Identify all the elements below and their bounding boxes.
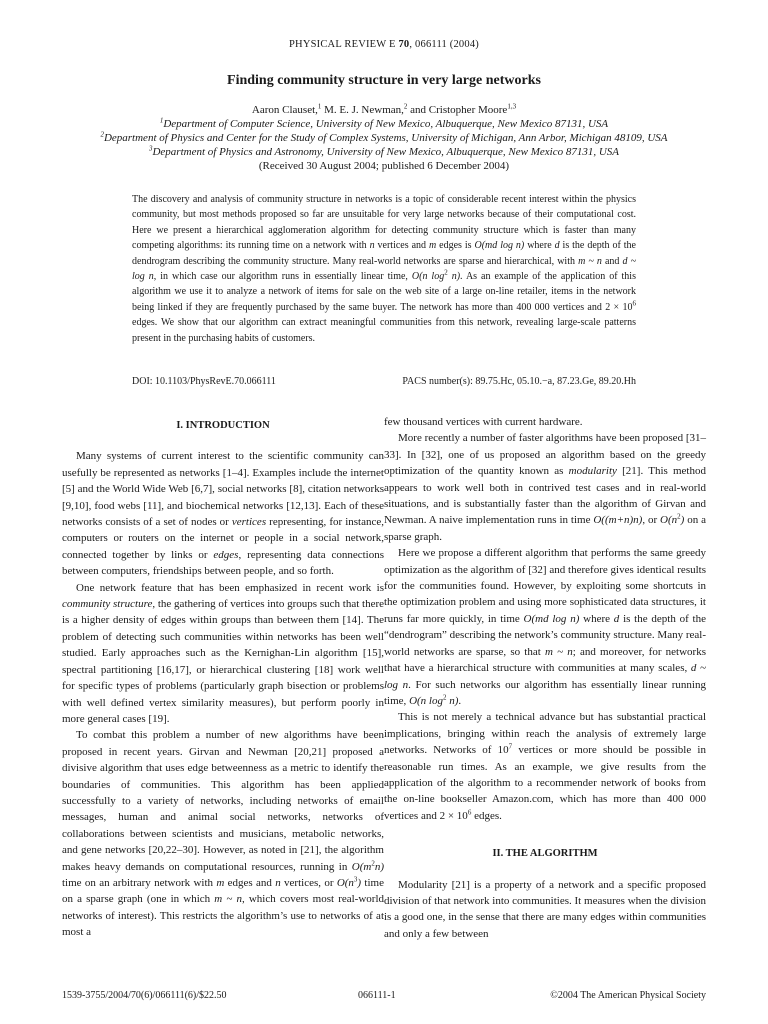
received-date: (Received 30 August 2004; published 6 December 2004)	[258, 160, 510, 172]
math-expr: O(m	[351, 860, 372, 873]
affiliation	[0, 145, 768, 159]
emphasis: community structure	[62, 598, 153, 611]
math-expr: m ~ n	[214, 893, 242, 906]
math-sup: 2	[677, 512, 681, 521]
body-text: This is not merely a technical advance but has substantial practical implications, bringing within reach the analysis of extremely large networks. Networks of 10	[384, 711, 706, 757]
math-expr: m ~ n	[544, 645, 573, 658]
body-text: ; and moreover, for networks that have a hierarchical structure with communities at many scales,	[384, 645, 706, 675]
abstract-text: vertices and	[374, 240, 429, 252]
article-number: , 066111 (2004)	[409, 39, 479, 50]
math-sup: 6	[467, 808, 472, 817]
emphasis: edges	[213, 548, 239, 561]
math-sup: 2	[442, 693, 447, 702]
paragraph	[62, 448, 384, 579]
affiliation-sup: 3	[148, 144, 153, 153]
math-sup: 7	[508, 742, 513, 751]
body-text: vertices, or	[280, 876, 337, 889]
body-text: [21]. This method appears to work well both in contrived test cases and in real-world situations, and is substantially faster than the algorithm of Girvan and Newman. A naive implementation runs in time	[384, 465, 706, 527]
author-sup: 2	[403, 102, 408, 111]
author-list	[0, 103, 768, 117]
body-text: edges.	[471, 809, 502, 822]
author-sup: 1,3	[507, 102, 517, 111]
body-text: vertices or more should be possible in reasonable run times. As an example, we give results from the application of the algorithm to a recommender network of books from the on-line bookseller Amazon.com, which has more than 400 000 vertices and	[384, 744, 706, 822]
math-expr: O(n	[660, 514, 678, 527]
abstract-text: where	[524, 240, 555, 252]
math-expr: O(n log	[409, 694, 443, 707]
journal-volume: 70	[398, 39, 410, 50]
left-column	[62, 414, 384, 941]
paragraph	[384, 545, 706, 709]
affiliation-text: Department of Physics and Astronomy, University of New Mexico, Albuquerque, New Mexico 87131, USA	[152, 146, 619, 158]
abstract-text: The discovery and analysis of community structure in networks is a topic of considerable recent interest within the physics community, but most methods proposed so far are unsuitable for very large networks because of their computational cost. Here we present a hierarchical agglomeration algorithm for detecting community structure which is faster than many competing algorithms: its running time on a network with	[132, 194, 636, 252]
math-expr: n)	[374, 860, 384, 873]
paragraph	[62, 580, 384, 728]
body-text: . For such networks our algorithm has essentially linear running time,	[384, 678, 706, 707]
math-var: d	[554, 240, 560, 252]
body-text: , representing data connections between computers, friendships between people, and so forth.	[62, 548, 384, 578]
body-text: , which covers most real-world networks of interest). This restricts the algorithm’s use to networks of at most a	[62, 893, 385, 939]
math-var: n	[369, 240, 375, 252]
body-text: Here we propose a different algorithm that performs the same greedy optimization as the algorithm of [32] and therefore gives identical results for the communities found. However, by exploiting some shortcuts in the optimization problem and using more sophisticated data structures, it runs far more quickly, in time	[384, 547, 706, 625]
author-block	[0, 103, 768, 173]
footer-page-number: 066111-1	[358, 990, 396, 1001]
math-expr: O(md log n)	[523, 612, 580, 625]
section-heading-introduction: I. INTRODUCTION	[176, 420, 270, 431]
abstract-text: edges. We show that our algorithm can extract meaningful communities from this network, revealing large-scale patterns present in the purchasing habits of customers.	[132, 317, 636, 344]
author-name: and Cristopher Moore	[407, 104, 508, 116]
math-expr: d ~ log n	[384, 662, 706, 691]
math-expr: d ~ log n	[132, 255, 636, 283]
paper-title: Finding community structure in very large networks	[227, 73, 541, 88]
body-text: time on an arbitrary network with	[62, 876, 217, 889]
pacs-numbers: PACS number(s): 89.75.Hc, 05.10.−a, 87.23.Ge, 89.20.Hh	[402, 376, 636, 387]
math-var: m	[216, 876, 225, 889]
abstract-text: and	[601, 255, 623, 267]
math-expr: 2 × 10	[605, 301, 633, 313]
journal-header	[0, 39, 768, 50]
math-expr: O((m+n)n)	[593, 514, 643, 527]
emphasis: modularity	[568, 465, 617, 478]
emphasis: vertices	[231, 516, 267, 529]
footer-copyright: ©2004 The American Physical Society	[550, 990, 706, 1001]
math-sup: 6	[632, 299, 637, 308]
math-var: n	[275, 876, 281, 889]
math-expr: )	[357, 876, 362, 889]
paragraph	[384, 430, 706, 545]
paragraph	[62, 727, 384, 940]
math-expr: n)	[447, 271, 461, 283]
math-var: d	[613, 612, 620, 625]
math-expr: O(n log	[411, 271, 445, 283]
paragraph: few thousand vertices with current hardware.	[384, 416, 583, 428]
affiliation	[0, 117, 768, 131]
body-text: time on a sparse graph (one in which	[62, 876, 384, 906]
body-text: , the gathering of vertices into groups such that there is a higher density of edges within groups than between them [14]. The problem of detecting such communities within networks has been well studied. Early approaches such as the Kernighan-Lin algorithm [15], spectral partitioning [16,17], or hierarchical clustering [18] work well for specific types of problems (particularly graph bisection or problems with well defined vertex similarity measures), but perform poorly in more general cases [19].	[62, 598, 384, 725]
body-text: Many systems of current interest to the scientific community can usefully be represented as networks [1–4]. Examples include the internet [5] and the World Wide Web [6,7], social networks [8], citation networks [9,10], food webs [11], and biochemical networks [12,13]. Each of these networks consists of a set of nodes or	[62, 450, 384, 529]
abstract-text: , in which case our algorithm runs in essentially linear time,	[153, 271, 412, 283]
body-text: is the depth of the “dendrogram” describing the network’s community structure. Many real-world networks are sparse, so that	[384, 612, 706, 658]
paragraph	[384, 709, 706, 824]
abstract-text: . As an example of the application of this algorithm we use it to analyze a network of items for sale on the web site of a large on-line retailer, items in the network being linked if they are frequently purchased by the same buyer. The network has more than 400 000 vertices and	[132, 271, 636, 313]
affiliation-text: Department of Computer Science, University of New Mexico, Albuquerque, New Mexico 87131, USA	[163, 118, 609, 130]
math-expr: )	[680, 514, 685, 527]
body-text: More recently a number of faster algorithms have been proposed [31–33]. In [32], one of us proposed an algorithm based on the greedy optimization of the quantity known as	[384, 432, 706, 478]
journal-name: PHYSICAL REVIEW E	[289, 39, 396, 50]
body-text: representing, for instance, computers or routers on the internet or people in a social network, connected together by links or	[62, 516, 385, 561]
math-sup: 2	[444, 268, 448, 277]
affiliation-sup: 2	[100, 130, 104, 139]
body-text: edges and	[224, 876, 276, 889]
author-name: M. E. J. Newman,	[321, 104, 404, 116]
footer-issn: 1539-3755/2004/70(6)/066111(6)/$22.50	[62, 990, 227, 1001]
doi[interactable]: DOI: 10.1103/PhysRevE.70.066111	[132, 376, 276, 387]
math-var: m	[428, 240, 437, 252]
body-text: on a sparse graph.	[384, 514, 706, 543]
paragraph: Modularity [21] is a property of a network and a specific proposed division of that network into communities. It measures when the division is a good one, in the sense that there are many edges within communities and only a few between	[384, 878, 706, 940]
abstract-text: edges is	[436, 240, 475, 252]
body-text: , or	[642, 514, 661, 527]
right-column	[384, 414, 706, 942]
math-expr: 2 × 10	[439, 809, 468, 822]
affiliation-text: Department of Physics and Center for the Study of Complex Systems, University of Michigan, Ann Arbor, Michigan 48109, USA	[103, 132, 668, 144]
math-expr: O(md log n)	[474, 240, 525, 252]
affiliation	[0, 131, 768, 145]
math-expr: m ~ n	[578, 255, 602, 267]
affiliation-sup: 1	[159, 116, 164, 125]
math-expr: O(n	[336, 876, 354, 889]
abstract-text: is the depth of the dendrogram describing the community structure. Many real-world networks are sparse and hierarchical, with	[132, 240, 636, 267]
author-name: Aaron Clauset,	[251, 104, 318, 116]
body-text: .	[458, 694, 462, 707]
math-sup: 2	[371, 858, 375, 867]
body-text: One network feature that has been emphasized in recent work is	[76, 581, 384, 594]
math-expr: n)	[446, 694, 459, 707]
section-heading-algorithm: II. THE ALGORITHM	[492, 848, 598, 860]
body-text: To combat this problem a number of new algorithms have been proposed in recent years. Girvan and Newman [20,21] proposed a divisive algorithm that uses edge betweenness as a metric to identify the boundaries of communities. This algorithm has been applied successfully to a variety of networks, including networks of email messages, human and animal social networks, networks of collaborations between scientists and musicians, metabolic networks, and gene networks [20,22–30]. However, as noted in [21], the algorithm makes heavy demands on computational resources, running in	[62, 729, 384, 873]
math-sup: 3	[353, 875, 358, 884]
body-text: where	[579, 612, 614, 625]
abstract	[132, 192, 636, 346]
author-sup: 1	[317, 102, 322, 111]
